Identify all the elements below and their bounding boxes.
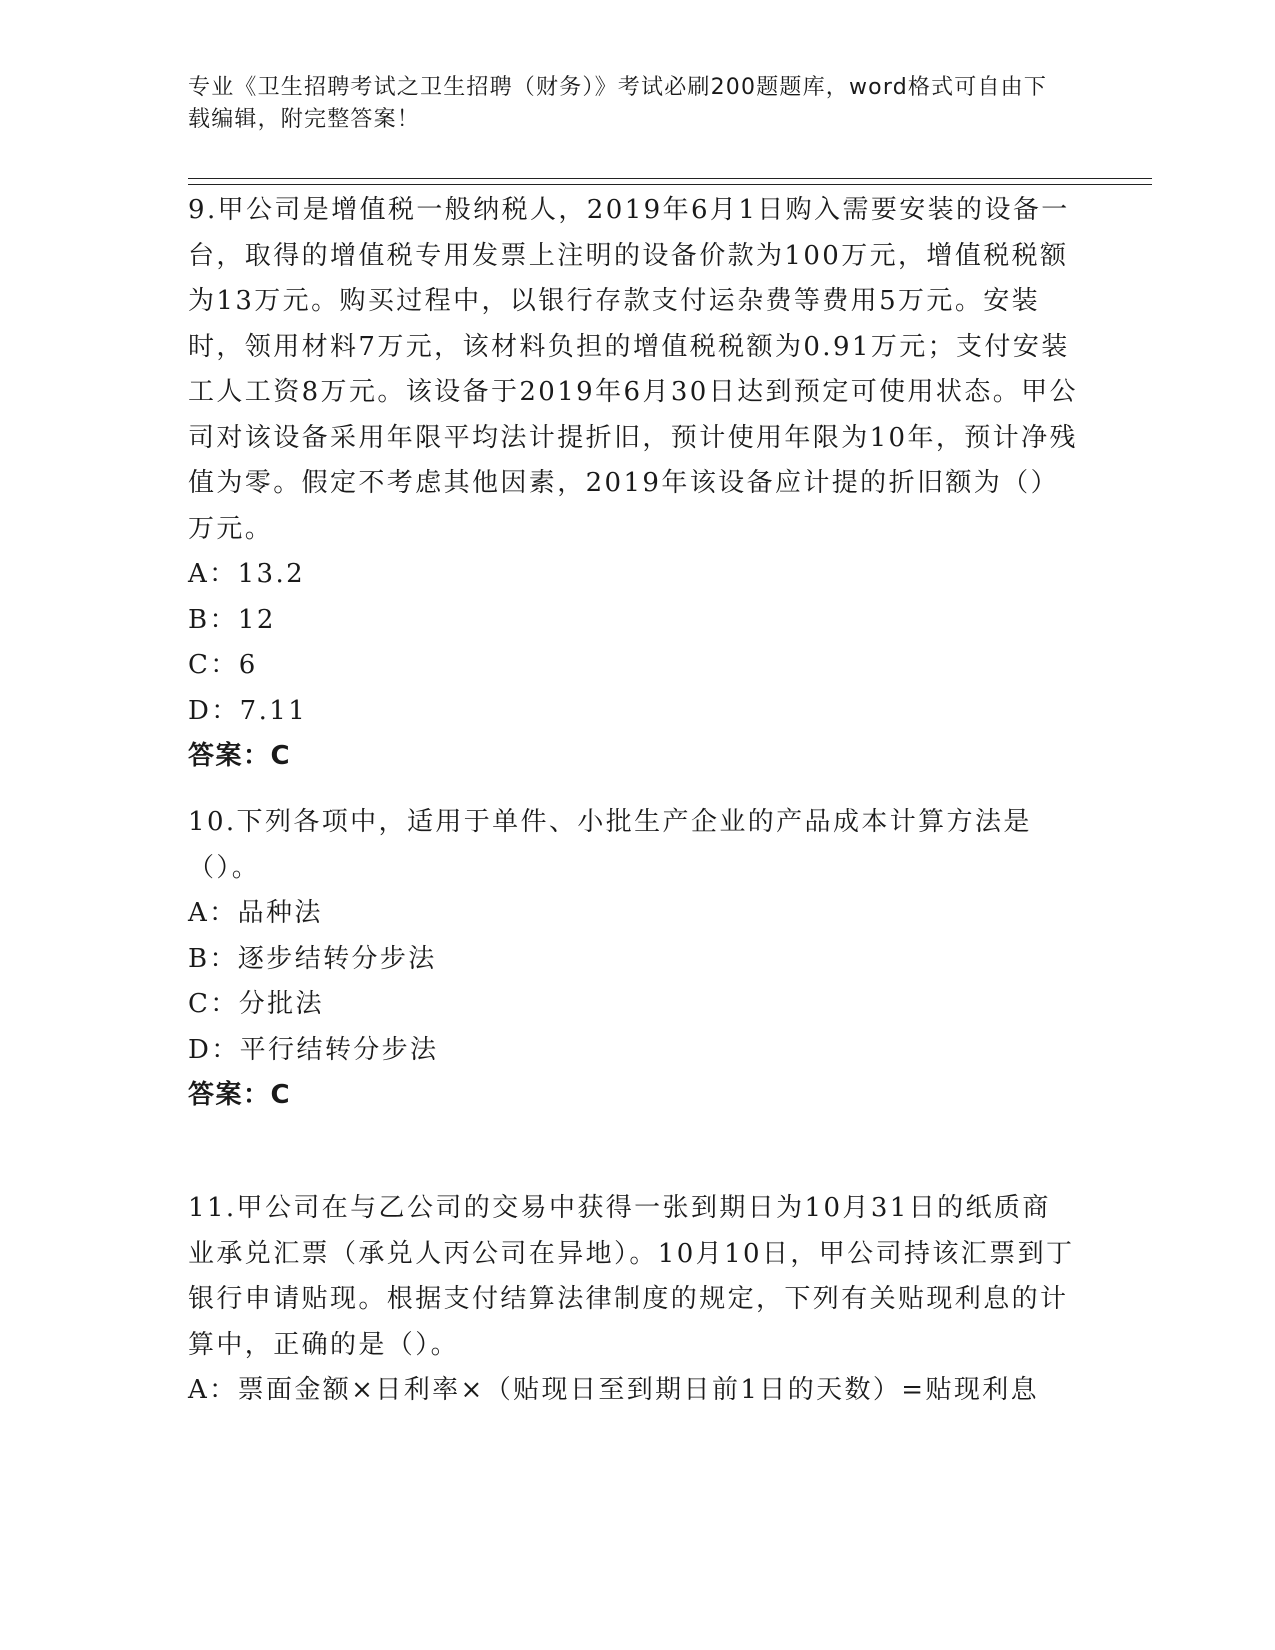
question-11 [188, 1186, 1078, 1414]
answer: 答案：C [188, 1080, 292, 1110]
option-a: A：13.2 [188, 559, 306, 589]
question-stem: 11.甲公司在与乙公司的交易中获得一张到期日为10月31日的纸质商业承兑汇票（承兑人丙公司在异地）。10月10日，甲公司持该汇票到丁银行申请贴现。根据支付结算法律制度的规定，下列有关贴现利息的计算中，正确的是（）。 [188, 1193, 1075, 1360]
option-c: C：分批法 [188, 989, 324, 1019]
question-9 [188, 188, 1078, 780]
option-c: C：6 [188, 650, 258, 680]
header-divider-top [188, 178, 1152, 179]
question-stem: 9.甲公司是增值税一般纳税人，2019年6月1日购入需要安装的设备一台，取得的增值税专用发票上注明的设备价款为100万元，增值税税额为13万元。购买过程中，以银行存款支付运杂费等费用5万元。安装时，领用材料7万元，该材料负担的增值税税额为0.91万元；支付安装工人工资8万元。该设备于2019年6月30日达到预定可使用状态。甲公司对该设备采用年限平均法计提折旧，预计使用年限为10年，预计净残值为零。假定不考虑其他因素，2019年该设备应计提的折旧额为（）万元。 [188, 195, 1078, 544]
option-d: D：平行结转分步法 [188, 1034, 439, 1065]
header-divider-bottom [188, 184, 1152, 185]
option-a: A：品种法 [188, 898, 323, 928]
question-10 [188, 800, 1078, 1119]
option-d: D：7.11 [188, 695, 308, 726]
option-b: B：逐步结转分步法 [188, 943, 437, 974]
option-a: A：票面金额×日利率×（贴现日至到期日前1日的天数）=贴现利息 [188, 1375, 1040, 1405]
document-header: 专业《卫生招聘考试之卫生招聘（财务）》考试必刷200题题库，word格式可自由下载编辑，附完整答案！ [188, 75, 1048, 132]
option-b: B：12 [188, 604, 276, 635]
answer: 答案：C [188, 741, 292, 771]
question-stem: 10.下列各项中，适用于单件、小批生产企业的产品成本计算方法是（）。 [188, 807, 1032, 883]
